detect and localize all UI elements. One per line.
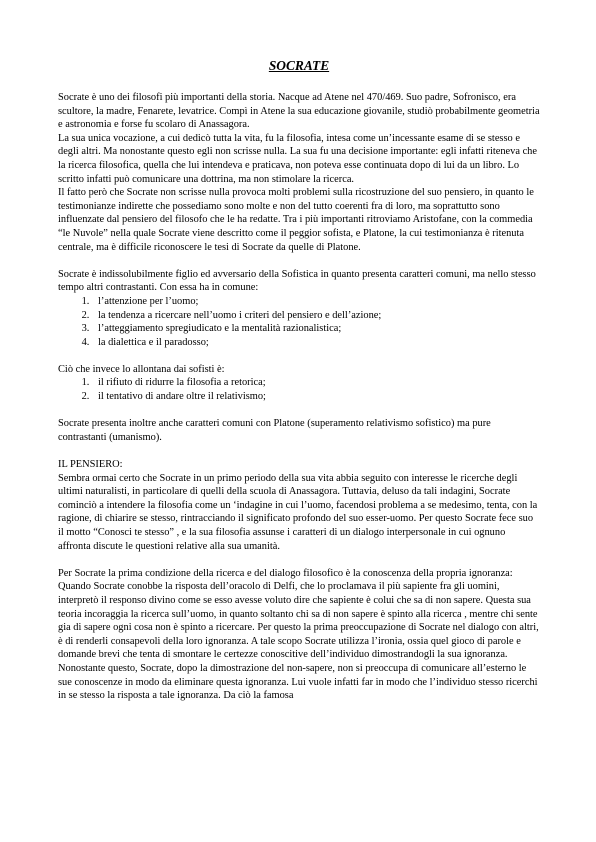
list-item: 1. il rifiuto di ridurre la filosofia a retorica; <box>92 376 540 390</box>
document-page <box>58 58 540 703</box>
section-heading: IL PENSIERO: <box>58 459 123 471</box>
list-item: 4. la dialettica e il paradosso; <box>92 336 540 350</box>
sofistica-list <box>58 295 540 349</box>
spacer <box>58 404 540 418</box>
intro-paragraph-1: Socrate è uno dei filosofi più importanti della storia. Nacque ad Atene nel 470/469. Suo padre, Sofronisco, era scultore, la madre, Fenarete, levatrice. Compì in Atene la sua educazione giovanile, studiò probabilmente geometria e astronomia e forse fu scolaro di Anassagora. <box>58 92 540 131</box>
platone-paragraph: Socrate presenta inoltre anche caratteri comuni con Platone (superamento relativismo sofistico) ma pure contrastanti (umanismo). <box>58 418 491 443</box>
list-item: 2. la tendenza a ricercare nell’uomo i criteri del pensiero e dell’azione; <box>92 309 540 323</box>
ignoranza-paragraph: Per Socrate la prima condizione della ricerca e del dialogo filosofico è la conoscenza della propria ignoranza: Quando Socrate conobbe la risposta dell’oracolo di Delfi, che lo proclamava il più sapiente fra gli uomini, interpretò il responso divino come se esso avesse voluto dire che sapiente è colui che sa di non sapere. Questa sua teoria incoraggia la ricerca sull’uomo, in quanto soltanto chi sa di non sapere è spinto alla ricerca , mentre chi sente gia di sapere ogni cosa non è spinto a ricercare. Per questo la prima preoccupazione di Socrate nel dialogo con altri, è di renderli consapevoli della loro ignoranza. A tale scopo Socrate utilizza l’ironia, ossia quel gioco di parole e domande brevi che tenta di smontare le certezze conoscitive dell’individuo dimostrandogli la sua ignoranza. Nonostante questo, Socrate, dopo la dimostrazione del non-sapere, non si preoccupa di comunicare all’esterno le sue conoscenze in modo da eliminare questa ignoranza. Lui vuole infatti far in modo che l’individuo stesso ricerchi in se stesso la risposta a tale ignoranza. Da ciò la famosa <box>58 567 539 702</box>
list-item: 2. il tentativo di andare oltre il relativismo; <box>92 390 540 404</box>
list-item: 1. l’attenzione per l’uomo; <box>92 295 540 309</box>
spacer <box>58 553 540 567</box>
spacer <box>58 254 540 268</box>
sofistica-paragraph: Socrate è indissolubilmente figlio ed avversario della Sofistica in quanto presenta caratteri comuni, ma nello stesso tempo altri contrastanti. Con essa ha in comune: <box>58 268 536 294</box>
spacer <box>58 349 540 363</box>
document-title: SOCRATE <box>268 58 330 73</box>
pensiero-paragraph: Sembra ormai certo che Socrate in un primo periodo della sua vita abbia seguito con interesse le ricerche degli ultimi naturalisti, in particolare di quelli della scuola di Anassagora. Tuttavia, deluso da tali indagini, Socrate cominciò a intendere la filosofia come un ‘indagine in cui l’uomo, facendosi problema a se medesimo, tenta, con la ragione, di chiarire se stesso, rintracciando il significato profondo del suo esser-uomo. Per questo Socrate fece suo il motto “Conosci te stesso” , e la sua filosofia assunse i caratteri di un dialogo interpersonale in cui ognuno affronta discute le questioni relative alla sua umanità. <box>58 472 538 552</box>
differenze-list <box>58 376 540 403</box>
spacer <box>58 444 540 458</box>
intro-paragraph-2: La sua unica vocazione, a cui dedicò tutta la vita, fu la filosofia, intesa come un’incessante esame di se stesso e degli altri. Ma nonostante questo egli non scrisse nulla. La sua fu una decisione importante: egli infatti riteneva che la ricerca filosofica, quella che lui intendeva e praticava, non poteva esse continuata dopo di lui da un libro. Lo scritto infatti può comunicare una dottrina, ma non stimolare la ricerca. <box>58 132 537 185</box>
list-item: 3. l’atteggiamento spregiudicato e la mentalità razionalistica; <box>92 322 540 336</box>
intro-paragraph-3: Il fatto però che Socrate non scrisse nulla provoca molti problemi sulla ricostruzione del suo pensiero, in quanto le testimonianze indirette che possediamo sono molte e non del tutto coerenti fra di loro, ma soprattutto sono influenzate dal pensiero del filosofo che le ha redatte. Tra i più importanti ritroviamo Aristofane, con la commedia “le Nuvole” nella quale Socrate viene descritto come il peggior sofista, e Platone, la cui testimonianza è ritenuta centrale, ma è difficile riconoscere le tesi di Socrate da quelle di Platone. <box>58 187 534 253</box>
differenze-paragraph: Ciò che invece lo allontana dai sofisti è: <box>58 363 225 375</box>
